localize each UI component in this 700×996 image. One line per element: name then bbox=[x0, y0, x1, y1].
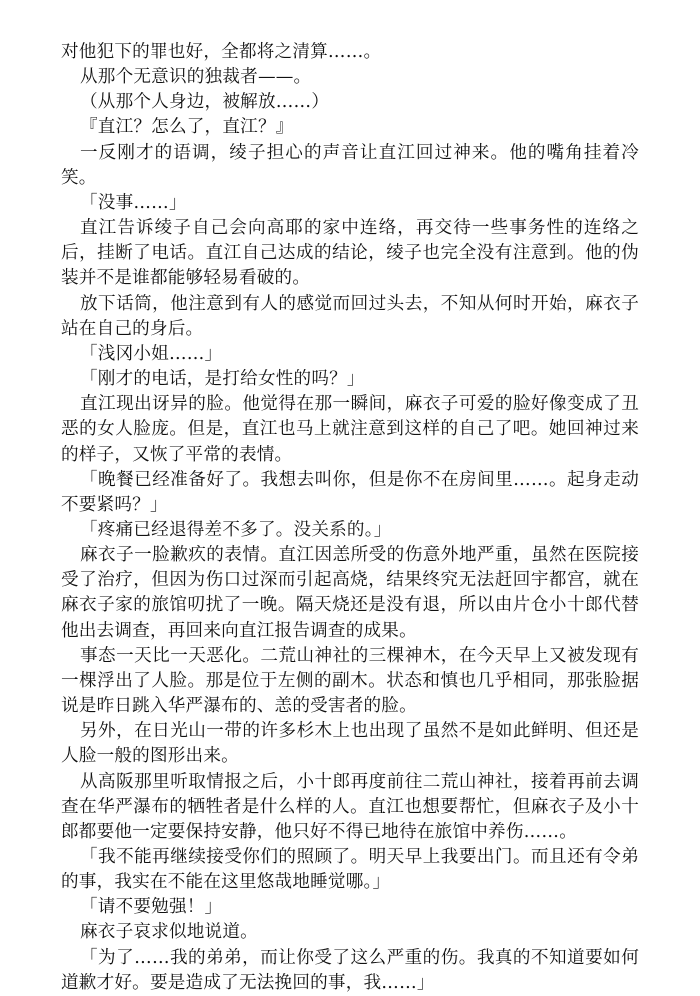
paragraph: 「浅冈小姐……」 bbox=[80, 343, 223, 364]
paragraph: 另外，在日光山一带的许多杉木上也出现了虽然不是如此鲜明、但还是人脸一般的图形出来。 bbox=[61, 721, 639, 767]
paragraph: （从那个人身边，被解放……） bbox=[80, 92, 330, 113]
novel-page-text bbox=[61, 40, 639, 996]
paragraph: 放下话筒，他注意到有人的感觉而回过头去，不知从何时开始，麻衣子站在自己的身后。 bbox=[61, 293, 639, 339]
paragraph: 「刚才的电话，是打给女性的吗？」 bbox=[80, 369, 365, 390]
paragraph: 「请不要勉强！」 bbox=[80, 897, 223, 918]
paragraph: 麻衣子一脸歉疚的表情。直江因恙所受的伤意外地严重，虽然在医院接受了治疗，但因为伤口过深而引起高烧，结果终究无法赶回宇都宫，就在麻衣子家的旅馆叨扰了一晚。隔天烧还是没有退，所以由片仓小十郎代替他出去调查，再回来向直江报告调查的成果。 bbox=[61, 545, 639, 641]
paragraph: 一反刚才的语调，绫子担心的声音让直江回过神来。他的嘴角挂着冷笑。 bbox=[61, 142, 639, 188]
paragraph: 「没事……」 bbox=[80, 192, 187, 213]
paragraph: 直江告诉绫子自己会向高耶的家中连络，再交待一些事务性的连络之后，挂断了电话。直江自己达成的结论，绫子也完全没有注意到。他的伪装并不是谁都能够轻易看破的。 bbox=[61, 218, 639, 289]
paragraph: 『直江？怎么了，直江？』 bbox=[80, 117, 294, 138]
paragraph: 麻衣子哀求似地说道。 bbox=[80, 922, 258, 943]
paragraph: 事态一天比一天恶化。二荒山神社的三棵神木，在今天早上又被发现有一棵浮出了人脸。那是位于左侧的副木。状态和慎也几乎相同，那张脸据说是昨日跳入华严瀑布的、恙的受害者的脸。 bbox=[61, 645, 639, 717]
paragraph: 对他犯下的罪也好，全都将之清算……。 bbox=[61, 42, 382, 62]
paragraph: 「我不能再继续接受你们的照顾了。明天早上我要出门。而且还有令弟的事，我实在不能在这里悠哉地睡觉哪。」 bbox=[61, 847, 639, 893]
paragraph: 从高阪那里听取情报之后，小十郎再度前往二荒山神社，接着再前去调查在华严瀑布的牺牲者是什么样的人。直江也想要帮忙，但麻衣子及小十郎都要他一定要保持安静，他只好不得已地待在旅馆中养伤……。 bbox=[61, 771, 639, 842]
paragraph: 直江现出讶异的脸。他觉得在那一瞬间，麻衣子可爱的脸好像变成了丑恶的女人脸庞。但是，直江也马上就注意到这样的自己了吧。她回神过来的样子，又恢了平常的表情。 bbox=[61, 394, 639, 465]
paragraph: 「晚餐已经准备好了。我想去叫你，但是你不在房间里……。起身走动不要紧吗？」 bbox=[61, 469, 639, 515]
paragraph: 从那个无意识的独裁者——。 bbox=[80, 67, 312, 88]
paragraph: 「疼痛已经退得差不多了。没关系的。」 bbox=[80, 519, 392, 540]
paragraph: 「为了……我的弟弟，而让你受了这么严重的伤。我真的不知道要如何道歉才好。要是造成了无法挽回的事，我……」 bbox=[61, 947, 639, 993]
